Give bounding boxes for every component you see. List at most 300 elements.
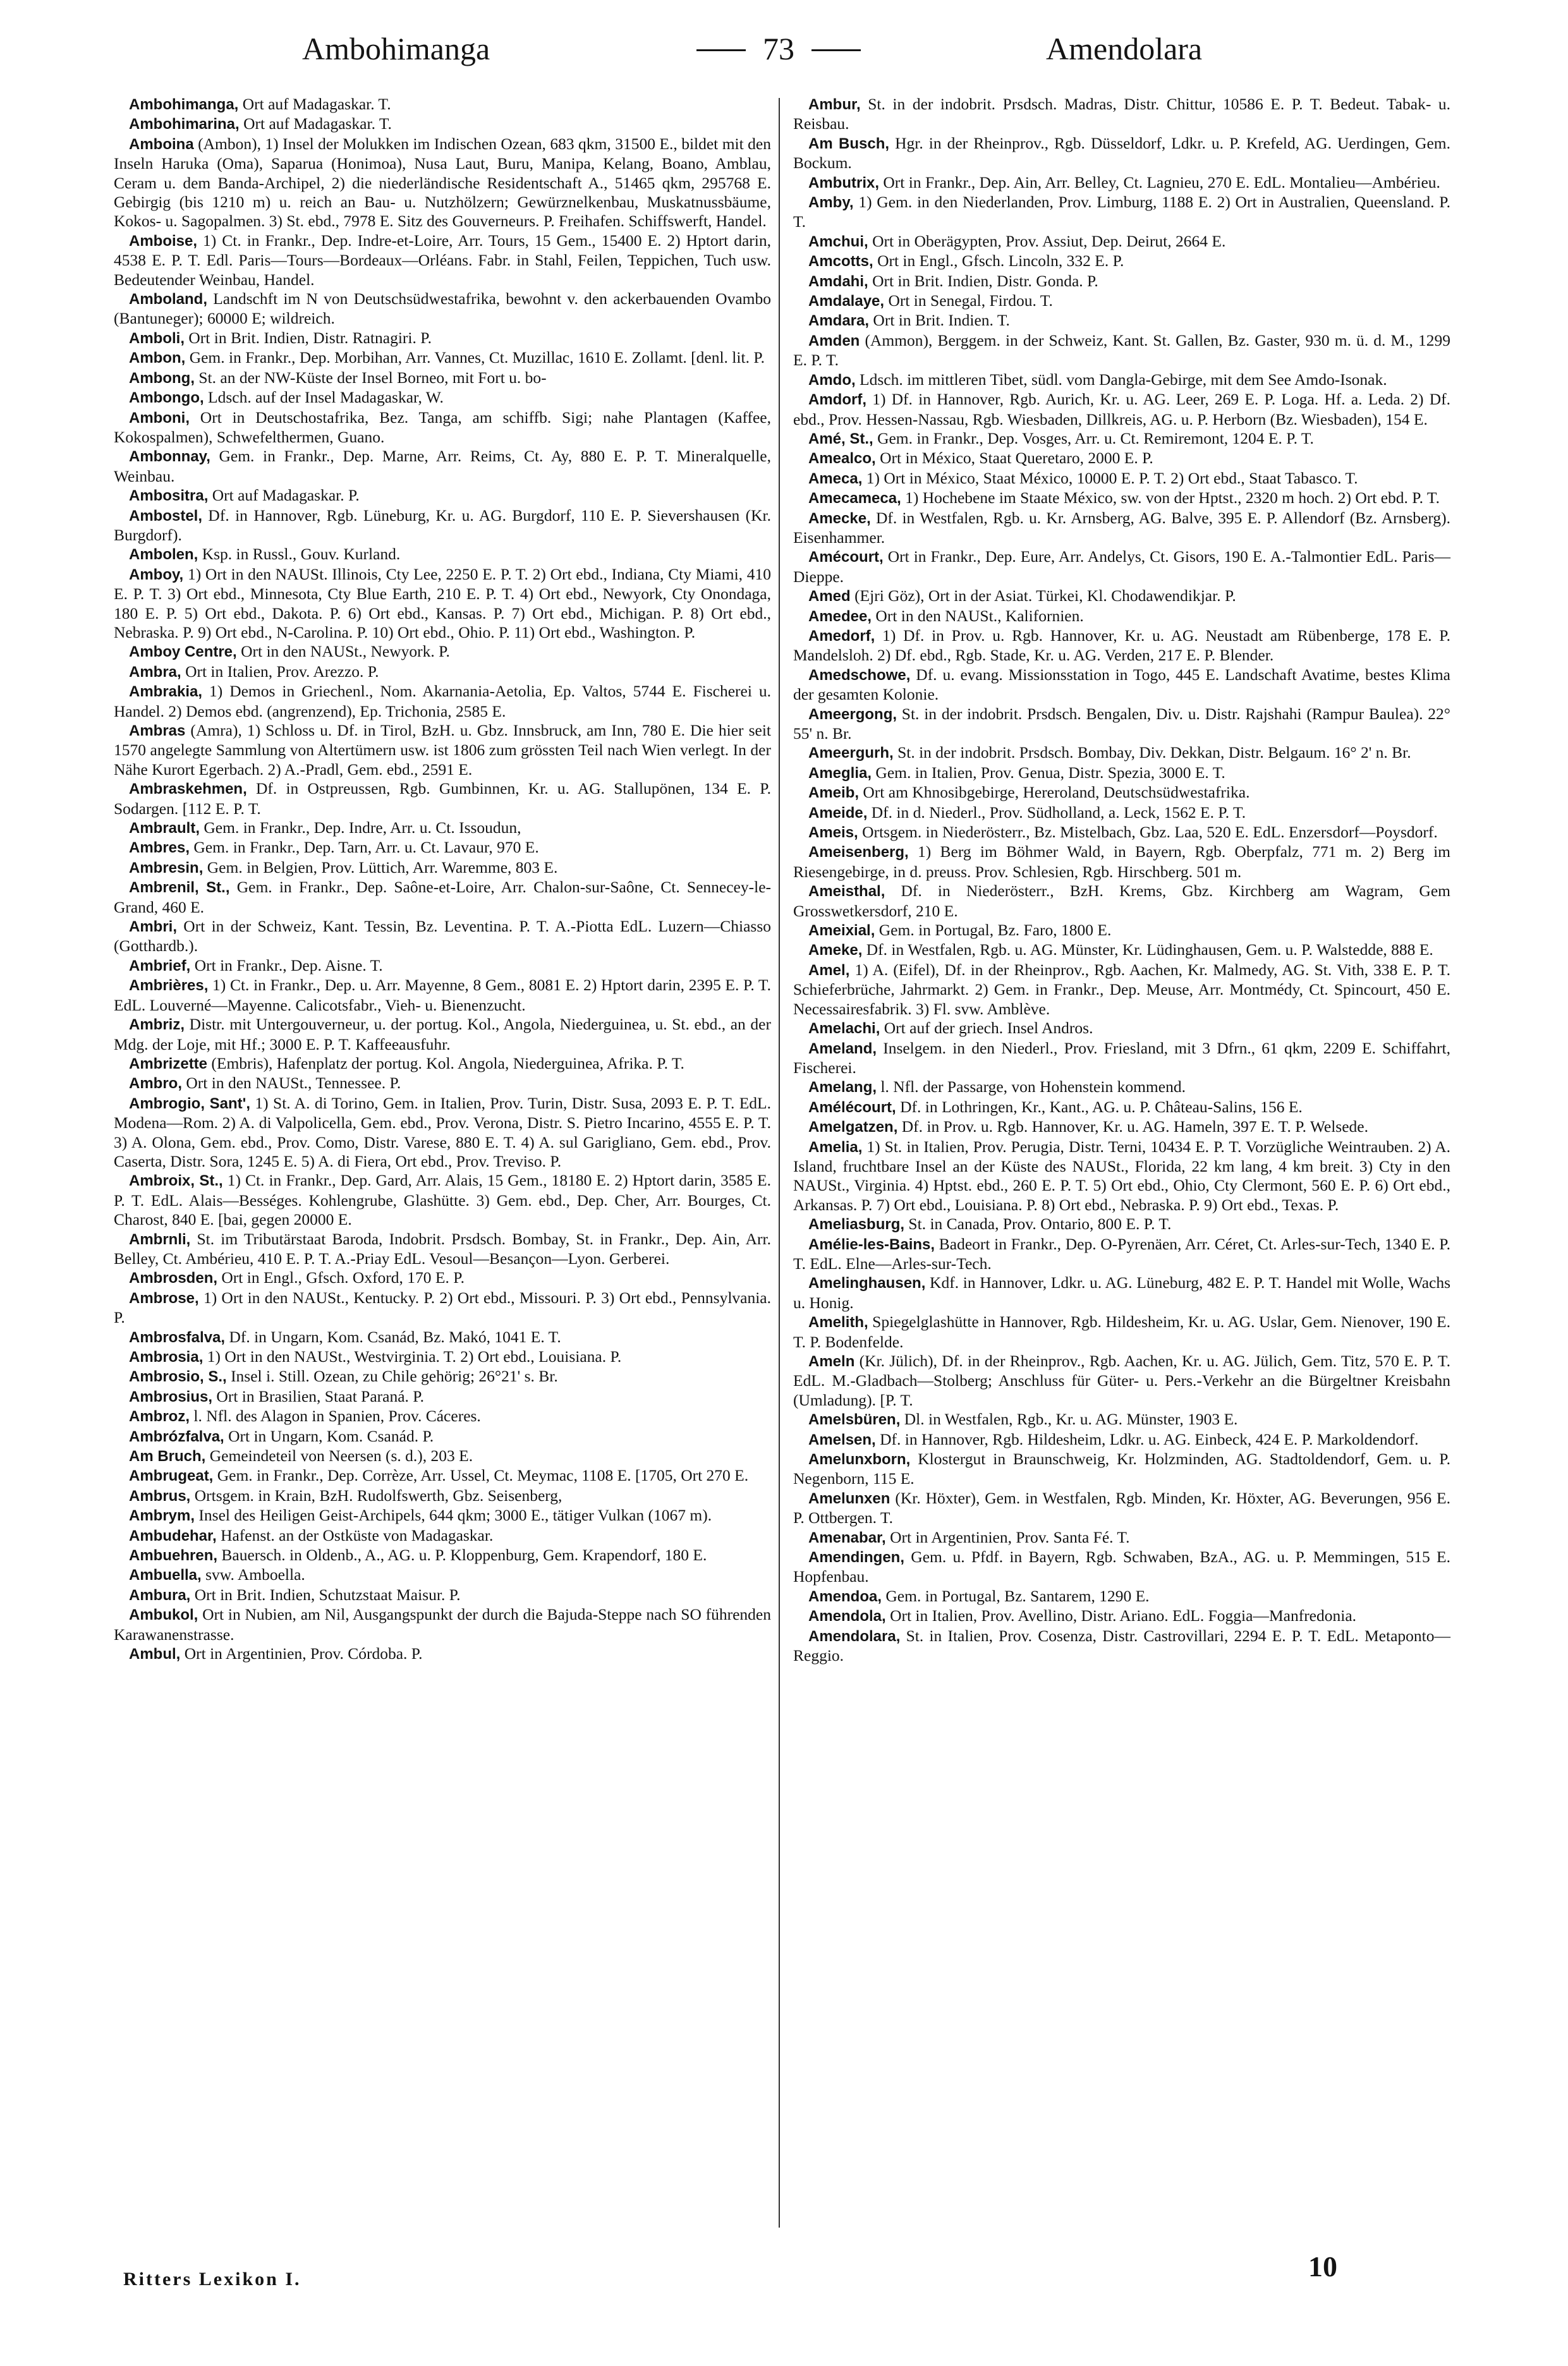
entry-text: Gem. in Frankr., Dep. Corrèze, Arr. Ussel, Ct. Meymac, 1108 E. [1705, Ort 270 E. bbox=[213, 1466, 749, 1485]
lexicon-entry bbox=[793, 370, 1450, 390]
entry-text: 1) Ct. in Frankr., Dep. Indre-et-Loire, Arr. Tours, 15 Gem., 15400 E. 2) Hptort darin, 4538 E. P. T. Edl. Paris—Tours—Bordeaux—Orléans. Fabr. in Stahl, Feilen, Teppichen, Tuch usw. Bedeutender Weinbau, Handel. bbox=[114, 231, 771, 289]
entry-text: Ort in Argentinien, Prov. Córdoba. P. bbox=[180, 1644, 423, 1663]
entry-text: 1) Ort in den NAUSt., Westvirginia. T. 2) Ort ebd., Louisiana. P. bbox=[203, 1347, 622, 1366]
entry-headword: Ameke, bbox=[808, 942, 863, 959]
entry-headword: Amdorf, bbox=[808, 391, 866, 409]
lexicon-entry bbox=[793, 705, 1450, 744]
entry-headword: Ameland, bbox=[808, 1040, 877, 1057]
entry-headword: Ambroix, St., bbox=[129, 1172, 223, 1190]
entry-text: Ort in Nubien, am Nil, Ausgangspunkt der durch die Bajuda-Steppe nach SO führenden Karawanenstrasse. bbox=[114, 1605, 771, 1644]
lexicon-entry bbox=[793, 1528, 1450, 1548]
entry-headword: Amchui, bbox=[808, 233, 868, 250]
entry-headword: Amélécourt, bbox=[808, 1098, 896, 1116]
entry-headword: Ambri, bbox=[129, 918, 178, 936]
entry-text: Dl. in Westfalen, Rgb., Kr. u. AG. Münster, 1903 E. bbox=[900, 1410, 1238, 1429]
lexicon-entry bbox=[114, 1407, 771, 1426]
entry-text: St. in Italien, Prov. Cosenza, Distr. Castrovillari, 2294 E. P. T. EdL. Metaponto—Reggio. bbox=[793, 1626, 1450, 1665]
entry-headword: Amécourt, bbox=[808, 549, 884, 566]
lexicon-entry bbox=[114, 1565, 771, 1585]
lexicon-entry bbox=[793, 469, 1450, 488]
entry-text: 1) Ort in den NAUSt. Illinois, Cty Lee, 2250 E. P. T. 2) Ort ebd., Indiana, Cty Miami, 410 E. P. T. 3) Ort ebd., Minnesota, Cty Blue Earth, 210 E. P. T. 4) Ort ebd., Newyork, Cty Onondaga, 180 E. P. 5) Ort ebd., Dakota. P. 6) Ort ebd., Kansas. P. 7) Ort ebd., Michigan. P. 8) Ort ebd., Nebraska. P. 9) Ort ebd., N-Carolina. P. 10) Ort ebd., Ohio. P. 11) Ort ebd., Washington. P. bbox=[114, 564, 771, 641]
entry-text: Ort in Oberägypten, Prov. Assiut, Dep. Deirut, 2664 E. bbox=[868, 231, 1226, 250]
lexicon-entry bbox=[793, 1410, 1450, 1429]
lexicon-entry bbox=[114, 642, 771, 662]
lexicon-entry bbox=[793, 1215, 1450, 1234]
entry-text: Df. in Niederösterr., BzH. Krems, Gbz. Kirchberg am Wagram, Gem Grosswetkersdorf, 210 E. bbox=[793, 882, 1450, 920]
entry-text: Ort in México, Staat Queretaro, 2000 E. P. bbox=[875, 449, 1153, 468]
entry-text: l. Nfl. der Passarge, von Hohenstein kommend. bbox=[877, 1077, 1186, 1096]
entry-headword: Amelunxborn, bbox=[808, 1451, 911, 1469]
entry-text: svw. Amboella. bbox=[201, 1565, 305, 1584]
entry-text: St. an der NW-Küste der Insel Borneo, mit Fort u. bo- bbox=[194, 368, 547, 387]
entry-text: (Embris), Hafenplatz der portug. Kol. Angola, Niederguinea, Afrika. P. T. bbox=[207, 1053, 684, 1072]
lexicon-entry bbox=[114, 662, 771, 682]
entry-headword: Ambrugeat, bbox=[129, 1467, 214, 1485]
entry-text: (Ambon), 1) Insel der Molukken im Indischen Ozean, 683 qkm, 31500 E., bildet mit den Inseln Haruka (Oma), Saparua (Honimoa), Nusa Laut, Buru, Manipa, Kelang, Boano, Amblau, Ceram u. dem Banda-Archipel, 2) die niederländische Residentschaft A., 51465 qkm, 295768 E. Gebirgig (bis 1210 m) u. reich an Bau- u. Nutzhölzern; Gewürznelkenbau, Muskatnussbäume, Kokos- u. Sagopalmen. 3) St. ebd., 7978 E. Sitz des Gouverneurs. P. Freihafen. Schiffswerft, Handel. bbox=[114, 134, 771, 231]
entry-text: 1) Demos in Griechenl., Nom. Akarnania-Aetolia, Ep. Valtos, 5744 E. Fischerei u. Handel. 2) Demos ebd. (angrenzend), Ep. Trichonia, 2585 E. bbox=[114, 682, 771, 720]
entry-headword: Ambresin, bbox=[129, 859, 204, 877]
entry-headword: Ambolen, bbox=[129, 546, 198, 564]
lexicon-entry bbox=[793, 1273, 1450, 1313]
entry-headword: Amelinghausen, bbox=[808, 1275, 926, 1292]
entry-text: Ort in den NAUSt., Tennessee. P. bbox=[182, 1074, 401, 1093]
entry-text: Df. in Prov. u. Rgb. Hannover, Kr. u. AG. Hameln, 397 E. T. P. Welsede. bbox=[897, 1117, 1368, 1136]
lexicon-entry bbox=[793, 252, 1450, 271]
lexicon-entry bbox=[793, 193, 1450, 232]
entry-headword: Amcotts, bbox=[808, 253, 873, 270]
entry-text: (Ejri Göz), Ort in der Asiat. Türkei, Kl. Chodawendikjar. P. bbox=[850, 586, 1236, 605]
entry-text: Ort in Engl., Gfsch. Lincoln, 332 E. P. bbox=[873, 252, 1124, 270]
lexicon-entry bbox=[793, 1606, 1450, 1626]
entry-headword: Amed bbox=[808, 588, 851, 605]
entry-headword: Amelgatzen, bbox=[808, 1119, 898, 1136]
entry-headword: Ambrogio, Sant', bbox=[129, 1095, 251, 1112]
entry-headword: Amboni, bbox=[129, 409, 190, 427]
entry-headword: Ambro, bbox=[129, 1075, 182, 1093]
lexicon-entry bbox=[114, 1289, 771, 1328]
entry-headword: Ambutrix, bbox=[808, 174, 880, 191]
entry-text: Ort in Italien, Prov. Arezzo. P. bbox=[181, 662, 379, 681]
entry-headword: Ameergong, bbox=[808, 705, 897, 723]
entry-text: 1) Ct. in Frankr., Dep. Gard, Arr. Alais, 15 Gem., 18180 E. 2) Hptort darin, 3585 E. P. T. EdL. Alais—Bességes. Kohlengrube, Glashütte. 3) Gem. ebd., Dep. Cher, Arr. Bourges, Ct. Charost, 840 E. [bai, gegen 20000 E. bbox=[114, 1171, 771, 1229]
entry-headword: Amedschowe, bbox=[808, 666, 911, 684]
lexicon-entry bbox=[114, 114, 771, 134]
entry-headword: Ambrakia, bbox=[129, 683, 203, 701]
entry-text: Df. in d. Niederl., Prov. Südholland, a. Leck, 1562 E. P. T. bbox=[867, 803, 1246, 822]
lexicon-entry bbox=[793, 232, 1450, 252]
lexicon-entry bbox=[793, 509, 1450, 548]
lexicon-entry bbox=[114, 1466, 771, 1486]
entry-text: Ort in Brit. Indien. T. bbox=[869, 311, 1010, 330]
lexicon-entry bbox=[793, 1098, 1450, 1117]
entry-headword: Ambohimanga, bbox=[129, 96, 239, 113]
entry-text: Df. in Westfalen, Rgb. u. Kr. Arnsberg, AG. Balve, 395 E. P. Allendorf (Bz. Arnsberg). Eisenhammer. bbox=[793, 508, 1450, 547]
lexicon-entry bbox=[114, 368, 771, 388]
lexicon-entry bbox=[793, 1117, 1450, 1137]
lexicon-entry bbox=[793, 1313, 1450, 1352]
entry-text: Ort in Frankr., Dep. Ain, Arr. Belley, Ct. Lagnieu, 270 E. EdL. Montalieu—Ambérieu. bbox=[879, 173, 1440, 191]
page-number: 73 bbox=[696, 27, 861, 71]
entry-text: (Amra), 1) Schloss u. Df. in Tirol, BzH. u. Gbz. Innsbruck, am Inn, 780 E. Die hier seit 1570 angelegte Sammlung von Altertümern usw. ist 1806 zum grössten Teil nach Wien verlegt. In der Nähe Kurort Egerbach. 2) A.-Pradl, Gem. ebd., 2591 E. bbox=[114, 721, 771, 779]
lexicon-entry bbox=[114, 329, 771, 348]
entry-headword: Ameergurh, bbox=[808, 744, 894, 762]
entry-text: Ort in der Schweiz, Kant. Tessin, Bz. Leventina. P. T. A.-Piotta EdL. Luzern—Chiasso (Gotthardb.). bbox=[114, 917, 771, 956]
entry-headword: Ambudehar, bbox=[129, 1527, 217, 1544]
entry-headword: Amelachi, bbox=[808, 1020, 880, 1038]
entry-headword: Ambostel, bbox=[129, 507, 203, 525]
entry-text: (Kr. Jülich), Df. in der Rheinprov., Rgb. Aachen, Kr. u. AG. Jülich, Gem. Titz, 570 E. P. T. EdL. M.-Gladbach—Stolberg; Anschluss für Güter- u. Pers.-Verkehr an die Bürgeltner Kreisbahn (Umladung). [P. T. bbox=[793, 1352, 1450, 1409]
entry-text: 1) Ct. in Frankr., Dep. u. Arr. Mayenne, 8 Gem., 8081 E. 2) Hptort darin, 2395 E. P. T. EdL. Louverné—Mayenne. Calicotsfabr., Vieh- u. Bienenzucht. bbox=[114, 976, 771, 1014]
entry-headword: Amealco, bbox=[808, 450, 876, 468]
entry-text: Ort in Italien, Prov. Avellino, Distr. Ariano. EdL. Foggia—Manfredonia. bbox=[885, 1606, 1357, 1625]
lexicon-entry bbox=[114, 506, 771, 545]
entry-text: Spiegelglashütte in Hannover, Rgb. Hildesheim, Kr. u. AG. Uslar, Gem. Nienover, 190 E. T. P. Bodenfelde. bbox=[793, 1313, 1450, 1351]
entry-text: Landschft im N von Deutschsüdwestafrika, bewohnt v. den ackerbauenden Ovambo (Bantuneger); 60000 E; wildreich. bbox=[114, 289, 771, 328]
entry-headword: Amelith, bbox=[808, 1314, 868, 1332]
lexicon-entry bbox=[114, 1526, 771, 1546]
entry-headword: Ambraskehmen, bbox=[129, 780, 247, 798]
entry-headword: Amboy Centre, bbox=[129, 643, 237, 661]
entry-headword: Amdalaye, bbox=[808, 293, 885, 310]
entry-headword: Ameib, bbox=[808, 784, 860, 802]
lexicon-entry bbox=[793, 842, 1450, 882]
entry-headword: Amden bbox=[808, 332, 860, 349]
entry-headword: Amboise, bbox=[129, 232, 198, 250]
entry-headword: Am Bruch, bbox=[129, 1448, 206, 1465]
entry-text: 1) Hochebene im Staate México, sw. von der Hptst., 2320 m hoch. 2) Ort ebd. P. T. bbox=[901, 488, 1440, 507]
entry-headword: Amboli, bbox=[129, 329, 185, 347]
entry-headword: Ameisenberg, bbox=[808, 844, 909, 861]
lexicon-entry bbox=[793, 95, 1450, 134]
entry-headword: Ambrières, bbox=[129, 977, 209, 995]
entry-headword: Amelsen, bbox=[808, 1431, 876, 1448]
entry-headword: Ambonnay, bbox=[129, 448, 210, 466]
entry-headword: Ambura, bbox=[129, 1586, 191, 1604]
lexicon-entry bbox=[114, 1605, 771, 1644]
entry-headword: Ambrosden, bbox=[129, 1270, 218, 1287]
entry-headword: Ambriz, bbox=[129, 1016, 185, 1034]
entry-headword: Ambrenil, St., bbox=[129, 879, 230, 897]
entry-headword: Amelunxen bbox=[808, 1489, 890, 1507]
entry-text: Hgr. in der Rheinprov., Rgb. Düsseldorf, Ldkr. u. P. Krefeld, AG. Uerdingen, Gem. Bockum. bbox=[793, 133, 1450, 173]
entry-text: Gem. in Belgien, Prov. Lüttich, Arr. Waremme, 803 E. bbox=[203, 858, 558, 877]
lexicon-entry bbox=[793, 449, 1450, 468]
lexicon-entry bbox=[793, 1627, 1450, 1666]
lexicon-entry bbox=[114, 779, 771, 818]
entry-text: Insel des Heiligen Geist-Archipels, 644 qkm; 3000 E., tätiger Vulkan (1067 m). bbox=[195, 1506, 712, 1525]
lexicon-entry bbox=[114, 1054, 771, 1074]
lexicon-entry bbox=[793, 665, 1450, 705]
entry-text: Gem. in Portugal, Bz. Faro, 1800 E. bbox=[875, 921, 1112, 940]
entry-headword: Ambrnli, bbox=[129, 1230, 191, 1248]
lexicon-entry bbox=[114, 1486, 771, 1506]
lexicon-entry bbox=[793, 547, 1450, 586]
entry-text: Ort auf Madagaskar. T. bbox=[239, 114, 392, 133]
entry-headword: Ambrym, bbox=[129, 1507, 195, 1525]
entry-headword: Ambur, bbox=[808, 96, 861, 113]
lexicon-entry bbox=[793, 1430, 1450, 1450]
entry-text: Ortsgem. in Niederösterr., Bz. Mistelbach, Gbz. Laa, 520 E. EdL. Enzersdorf—Poysdorf. bbox=[858, 823, 1438, 842]
lexicon-entry bbox=[793, 743, 1450, 763]
entry-headword: Ameca, bbox=[808, 470, 863, 487]
lexicon-entry bbox=[114, 545, 771, 564]
lexicon-entry bbox=[793, 291, 1450, 311]
entry-text: St. in der indobrit. Prsdsch. Bengalen, Div. u. Distr. Rajshahi (Rampur Baulea). 22° 55' n. Br. bbox=[793, 704, 1450, 743]
lexicon-entry bbox=[114, 1367, 771, 1386]
lexicon-entry bbox=[114, 1015, 771, 1054]
entry-headword: Ambong, bbox=[129, 369, 195, 387]
lexicon-entry bbox=[793, 429, 1450, 449]
lexicon-entry bbox=[793, 1138, 1450, 1215]
entry-headword: Amendolara, bbox=[808, 1627, 901, 1645]
entry-headword: Amelia, bbox=[808, 1138, 863, 1156]
lexicon-entry bbox=[114, 1230, 771, 1269]
entry-text: Ort in Engl., Gfsch. Oxford, 170 E. P. bbox=[217, 1268, 465, 1287]
lexicon-entry bbox=[114, 1328, 771, 1347]
entry-text: Gem. in Italien, Prov. Genua, Distr. Spezia, 3000 E. T. bbox=[872, 763, 1225, 782]
lexicon-entry bbox=[114, 289, 771, 329]
entry-headword: Amélie-les-Bains, bbox=[808, 1235, 935, 1253]
entry-headword: Ameln bbox=[808, 1353, 855, 1370]
entry-headword: Ambuella, bbox=[129, 1567, 202, 1584]
entry-headword: Amecke, bbox=[808, 509, 871, 527]
entry-headword: Amelang, bbox=[808, 1079, 877, 1096]
entry-headword: Ameisthal, bbox=[808, 883, 885, 901]
lexicon-entry bbox=[793, 607, 1450, 626]
left-column bbox=[114, 95, 771, 1665]
lexicon-entry bbox=[114, 858, 771, 878]
entry-headword: Amel, bbox=[808, 961, 850, 979]
sheet-number: 10 bbox=[1308, 2250, 1337, 2283]
lexicon-entry bbox=[793, 882, 1450, 921]
entry-text: Ort in den NAUSt., Newyork. P. bbox=[236, 642, 450, 661]
right-column bbox=[793, 95, 1450, 1666]
entry-headword: Amendingen, bbox=[808, 1549, 905, 1567]
entry-text: Bauersch. in Oldenb., A., AG. u. P. Kloppenburg, Gem. Krapendorf, 180 E. bbox=[217, 1546, 707, 1565]
entry-text: Distr. mit Untergouverneur, u. der portug. Kol., Angola, Niederguinea, u. St. ebd., an der Mdg. der Loje, mit Hf.; 3000 E. P. T. Kaffeeausfuhr. bbox=[114, 1015, 771, 1053]
lexicon-entry bbox=[793, 1587, 1450, 1606]
lexicon-entry bbox=[114, 388, 771, 408]
entry-headword: Amedee, bbox=[808, 607, 872, 625]
entry-text: Gem. in Frankr., Dep. Marne, Arr. Reims, Ct. Ay, 880 E. P. T. Mineralquelle, Weinbau. bbox=[114, 447, 771, 485]
entry-text: Ortsgem. in Krain, BzH. Rudolfswerth, Gbz. Seisenberg, bbox=[190, 1486, 562, 1505]
entry-text: Ort in Senegal, Firdou. T. bbox=[884, 291, 1053, 310]
entry-headword: Amé, St., bbox=[808, 430, 873, 447]
lexicon-entry bbox=[793, 331, 1450, 370]
lexicon-entry bbox=[793, 803, 1450, 823]
lexicon-entry bbox=[793, 783, 1450, 803]
lexicon-entry bbox=[114, 976, 771, 1015]
lexicon-entry bbox=[114, 1074, 771, 1093]
lexicon-entry bbox=[114, 1427, 771, 1447]
entry-headword: Ameglia, bbox=[808, 764, 872, 782]
entry-text: Insel i. Still. Ozean, zu Chile gehörig; 26°21' s. Br. bbox=[226, 1367, 558, 1386]
lexicon-entry bbox=[114, 838, 771, 858]
lexicon-entry bbox=[793, 1352, 1450, 1410]
entry-text: Df. in Ostpreussen, Rgb. Gumbinnen, Kr. u. AG. Stallupönen, 134 E. P. Sodargen. [112 E. P. T. bbox=[114, 779, 771, 818]
entry-text: Gem. in Frankr., Dep. Morbihan, Arr. Vannes, Ct. Muzillac, 1610 E. Zollamt. [denl. lit. P. bbox=[185, 348, 765, 367]
entry-text: Ort in Frankr., Dep. Aisne. T. bbox=[190, 956, 383, 974]
lexicon-entry bbox=[114, 917, 771, 956]
lexicon-entry bbox=[114, 565, 771, 643]
lexicon-entry bbox=[793, 1489, 1450, 1528]
entry-text: Ort am Khnosibgebirge, Hereroland, Deutschsüdwestafrika. bbox=[859, 783, 1250, 802]
lexicon-entry bbox=[793, 921, 1450, 940]
entry-text: 1) Df. in Prov. u. Rgb. Hannover, Kr. u. AG. Neustadt am Rübenberge, 178 E. P. Mandelsloh. 2) Df. ebd., Rgb. Stade, Kr. u. AG. Verden, 217 E. P. Blender. bbox=[793, 626, 1450, 665]
entry-text: Ort in Ungarn, Kom. Csanád. P. bbox=[224, 1426, 434, 1445]
lexicon-entry bbox=[114, 1586, 771, 1605]
lexicon-entry bbox=[114, 486, 771, 506]
entry-text: Gem. in Frankr., Dep. Indre, Arr. u. Ct. Issoudun, bbox=[200, 818, 521, 837]
entry-text: Hafenst. an der Ostküste von Madagaskar. bbox=[216, 1526, 494, 1544]
entry-headword: Amboy, bbox=[129, 566, 184, 583]
entry-headword: Ambositra, bbox=[129, 487, 209, 505]
entry-headword: Amdara, bbox=[808, 312, 870, 330]
entry-text: Kdf. in Hannover, Ldkr. u. AG. Lüneburg, 482 E. P. T. Handel mit Wolle, Wachs u. Honig. bbox=[793, 1273, 1450, 1312]
entry-headword: Ambongo, bbox=[129, 389, 204, 407]
entry-text: Ort in den NAUSt., Kalifornien. bbox=[872, 606, 1084, 625]
entry-headword: Ambroz, bbox=[129, 1408, 190, 1426]
entry-text: Gem. in Frankr., Dep. Vosges, Arr. u. Ct. Remiremont, 1204 E. P. T. bbox=[873, 428, 1314, 447]
entry-headword: Ambrief, bbox=[129, 957, 191, 974]
lexicon-entry bbox=[114, 231, 771, 289]
entry-text: Ksp. in Russl., Gouv. Kurland. bbox=[198, 545, 401, 564]
lexicon-entry bbox=[114, 95, 771, 114]
entry-text: 1) Ort in México, Staat México, 10000 E. P. T. 2) Ort ebd., Staat Tabasco. T. bbox=[862, 468, 1358, 487]
entry-headword: Amby, bbox=[808, 194, 854, 212]
entry-headword: Ambrizette bbox=[129, 1055, 208, 1072]
entry-text: 1) A. (Eifel), Df. in der Rheinprov., Rgb. Aachen, Kr. Malmedy, AG. St. Vith, 338 E. P. T. Schieferbrüche, Jahrmarkt. 2) Gem. in Frankr., Dep. Meuse, Arr. Montmédy, Ct. Spincourt, 450 E. Necessairesfabrik. 3) Fl. svw. Amblève. bbox=[793, 960, 1450, 1018]
entry-text: Gem. in Frankr., Dep. Tarn, Arr. u. Ct. Lavaur, 970 E. bbox=[190, 838, 539, 857]
entry-text: St. in der indobrit. Prsdsch. Bombay, Div. Dekkan, Distr. Belgaum. 16° 2' n. Br. bbox=[893, 743, 1411, 762]
entry-text: Ort auf Madagaskar. T. bbox=[238, 95, 391, 113]
entry-headword: Ambra, bbox=[129, 663, 181, 681]
lexicon-entry bbox=[114, 878, 771, 917]
entry-text: St. im Tributärstaat Baroda, Indobrit. Prsdsch. Bombay, St. in Frankr., Dep. Ain, Arr. Belley, Ct. Ambérieu, 410 E. P. T. A.-Priay EdL. Vesoul—Besançon—Lyon. Gerberei. bbox=[114, 1229, 771, 1268]
entry-text: Gemeindeteil von Neersen (s. d.), 203 E. bbox=[205, 1447, 473, 1465]
lexicon-entry bbox=[114, 721, 771, 779]
entry-headword: Ambrosius, bbox=[129, 1388, 213, 1405]
entry-text: Ort in Brit. Indien, Distr. Ratnagiri. P. bbox=[185, 328, 432, 347]
entry-headword: Ambrosfalva, bbox=[129, 1328, 226, 1346]
entry-headword: Amboina bbox=[129, 135, 194, 153]
lexicon-entry bbox=[114, 956, 771, 976]
entry-text: 1) St. in Italien, Prov. Perugia, Distr. Terni, 10434 E. P. T. Vorzügliche Weintrauben. 2) A. Island, fruchtbare Insel an der Küste des NAUSt., Florida, 22 km lang, 4 km breit. 3) Cty in den NAUSt., Virginia. 4) Hptst. ebd., 260 E. P. T. 5) Ort ebd., Ohio, Cty Clermont, 560 E. P. 6) Ort ebd., Arkansas. P. 7) Ort ebd., Louisiana. P. 8) Ort ebd., Nebraska. P. 9) Ort ebd., Texas. P. bbox=[793, 1137, 1450, 1214]
entry-headword: Ambrosia, bbox=[129, 1349, 204, 1366]
entry-text: Ort in Deutschostafrika, Bez. Tanga, am schiffb. Sigi; nahe Plantagen (Kaffee, Kokospalmen), Schwefelthermen, Guano. bbox=[114, 408, 771, 446]
lexicon-entry bbox=[114, 1094, 771, 1172]
header-right-word: Amendolara bbox=[1046, 31, 1203, 66]
entry-headword: Ambrózfalva, bbox=[129, 1428, 224, 1445]
entry-text: Gem. in Frankr., Dep. Saône-et-Loire, Arr. Chalon-sur-Saône, Ct. Sennecey-le-Grand, 460 E. bbox=[114, 878, 772, 916]
entry-headword: Ameis, bbox=[808, 824, 858, 842]
entry-headword: Ambrose, bbox=[129, 1289, 199, 1307]
entry-text: 1) St. A. di Torino, Gem. in Italien, Prov. Turin, Distr. Susa, 2093 E. P. T. EdL. Modena—Rom. 2) A. di Valpolicella, Gem. ebd., Prov. Verona, Distr. S. Pietro Incarino, 4555 E. P. T. 3) A. Olona, Gem. ebd., Prov. Como, Distr. Varese, 880 E. T. 4) A. sul Garigliano, Gem. ebd., Prov. Caserta, Distr. Sora, 1245 E. 5) A. di Fiera, Ort ebd., Prov. Treviso. P. bbox=[114, 1093, 771, 1170]
lexicon-entry bbox=[793, 940, 1450, 960]
lexicon-entry bbox=[793, 1548, 1450, 1587]
lexicon-entry bbox=[114, 1387, 771, 1407]
entry-text: 1) Ort in den NAUSt., Kentucky. P. 2) Ort ebd., Missouri. P. 3) Ort ebd., Pennsylvania. P. bbox=[114, 1288, 771, 1327]
entry-headword: Ameide, bbox=[808, 804, 868, 822]
lexicon-entry bbox=[114, 818, 771, 838]
entry-text: Ort auf der griech. Insel Andros. bbox=[880, 1019, 1093, 1038]
lexicon-entry bbox=[793, 1077, 1450, 1097]
entry-text: Ldsch. im mittleren Tibet, südl. vom Dangla-Gebirge, mit dem See Amdo-Isonak. bbox=[855, 370, 1387, 389]
lexicon-entry bbox=[793, 1039, 1450, 1078]
entry-text: Ort in Brit. Indien, Schutzstaat Maisur. P. bbox=[190, 1585, 461, 1604]
lexicon-entry bbox=[793, 961, 1450, 1019]
entry-headword: Amdo, bbox=[808, 371, 856, 389]
lexicon-entry bbox=[114, 1268, 771, 1288]
entry-headword: Amboland, bbox=[129, 291, 207, 308]
entry-headword: Amelsbüren, bbox=[808, 1411, 901, 1429]
entry-text: Inselgem. in den Niederl., Prov. Friesland, mit 3 Dfrn., 61 qkm, 2209 E. Schiffahrt, Fischerei. bbox=[793, 1038, 1450, 1077]
lexicon-entry bbox=[793, 488, 1450, 508]
lexicon-entry bbox=[114, 348, 771, 368]
running-header bbox=[0, 27, 1568, 71]
entry-text: Df. u. evang. Missionsstation in Togo, 445 E. Landschaft Avatime, bestes Klima der gesamten Kolonie. bbox=[793, 665, 1450, 704]
lexicon-entry bbox=[114, 1347, 771, 1367]
lexicon-entry bbox=[793, 586, 1450, 606]
lexicon-entry bbox=[793, 173, 1450, 193]
lexicon-entry bbox=[114, 1644, 771, 1664]
entry-text: Ort in Frankr., Dep. Eure, Arr. Andelys, Ct. Gisors, 190 E. A.-Talmontier EdL. Paris—Dieppe. bbox=[793, 547, 1450, 586]
entry-text: Gem. in Portugal, Bz. Santarem, 1290 E. bbox=[882, 1586, 1150, 1605]
lexicon-entry bbox=[114, 408, 771, 447]
entry-headword: Ambrosio, S., bbox=[129, 1368, 227, 1386]
lexicon-entry bbox=[114, 447, 771, 486]
entry-headword: Amdahi, bbox=[808, 272, 868, 290]
entry-text: Df. in Hannover, Rgb. Hildesheim, Ldkr. u. AG. Einbeck, 424 E. P. Markoldendorf. bbox=[875, 1429, 1419, 1448]
entry-text: Df. in Lothringen, Kr., Kant., AG. u. P. Château-Salins, 156 E. bbox=[896, 1097, 1303, 1116]
entry-headword: Am Busch, bbox=[808, 135, 890, 152]
entry-headword: Ambul, bbox=[129, 1646, 181, 1663]
entry-text: Df. in Westfalen, Rgb. u. AG. Münster, Kr. Lüdinghausen, Gem. u. P. Walstedde, 888 E. bbox=[862, 940, 1433, 959]
entry-headword: Ameliasburg, bbox=[808, 1216, 905, 1234]
lexicon-entry bbox=[114, 1171, 771, 1229]
entry-headword: Ambukol, bbox=[129, 1606, 198, 1624]
entry-text: St. in Canada, Prov. Ontario, 800 E. P. T. bbox=[904, 1215, 1172, 1234]
lexicon-entry bbox=[114, 1506, 771, 1526]
entry-headword: Amedorf, bbox=[808, 627, 875, 645]
lexicon-entry bbox=[793, 763, 1450, 783]
entry-headword: Ambras bbox=[129, 722, 186, 739]
entry-headword: Ambohimarina, bbox=[129, 116, 240, 133]
lexicon-entry bbox=[793, 390, 1450, 429]
entry-text: Ort in Brit. Indien, Distr. Gonda. P. bbox=[868, 271, 1098, 290]
entry-text: 1) Gem. in den Niederlanden, Prov. Limburg, 1188 E. 2) Ort in Australien, Queensland. P. T. bbox=[793, 193, 1450, 231]
entry-headword: Ambres, bbox=[129, 839, 190, 857]
lexicon-entry bbox=[114, 1447, 771, 1466]
lexicon-entry bbox=[793, 1450, 1450, 1489]
entry-headword: Ambrus, bbox=[129, 1487, 191, 1505]
entry-headword: Ambuehren, bbox=[129, 1547, 218, 1565]
lexicon-entry bbox=[793, 823, 1450, 842]
entry-headword: Amecameca, bbox=[808, 490, 901, 507]
entry-text: Badeort in Frankr., Dep. O-Pyrenäen, Arr. Céret, Ct. Arles-sur-Tech, 1340 E. P. T. EdL. Elne—Arles-sur-Tech. bbox=[793, 1234, 1450, 1273]
entry-headword: Ameixial, bbox=[808, 922, 875, 940]
lexicon-entry bbox=[114, 1546, 771, 1565]
lexicon-entry bbox=[793, 134, 1450, 173]
entry-text: 1) Berg im Böhmer Wald, in Bayern, Rgb. Oberpfalz, 771 m. 2) Berg im Riesengebirge, in d. preuss. Prov. Schlesien, Rgb. Hirschberg. 501 m. bbox=[793, 842, 1450, 881]
entry-text: (Ammon), Berggem. in der Schweiz, Kant. St. Gallen, Bz. Gaster, 930 m. ü. d. M., 1299 E. P. T. bbox=[793, 331, 1450, 370]
lexicon-entry bbox=[793, 272, 1450, 291]
entry-text: l. Nfl. des Alagon in Spanien, Prov. Cáceres. bbox=[190, 1407, 481, 1426]
lexicon-entry bbox=[793, 1235, 1450, 1274]
entry-headword: Ambon, bbox=[129, 349, 186, 367]
entry-text: Ort in Brasilien, Staat Paraná. P. bbox=[212, 1386, 425, 1405]
entry-headword: Amenabar, bbox=[808, 1529, 886, 1546]
